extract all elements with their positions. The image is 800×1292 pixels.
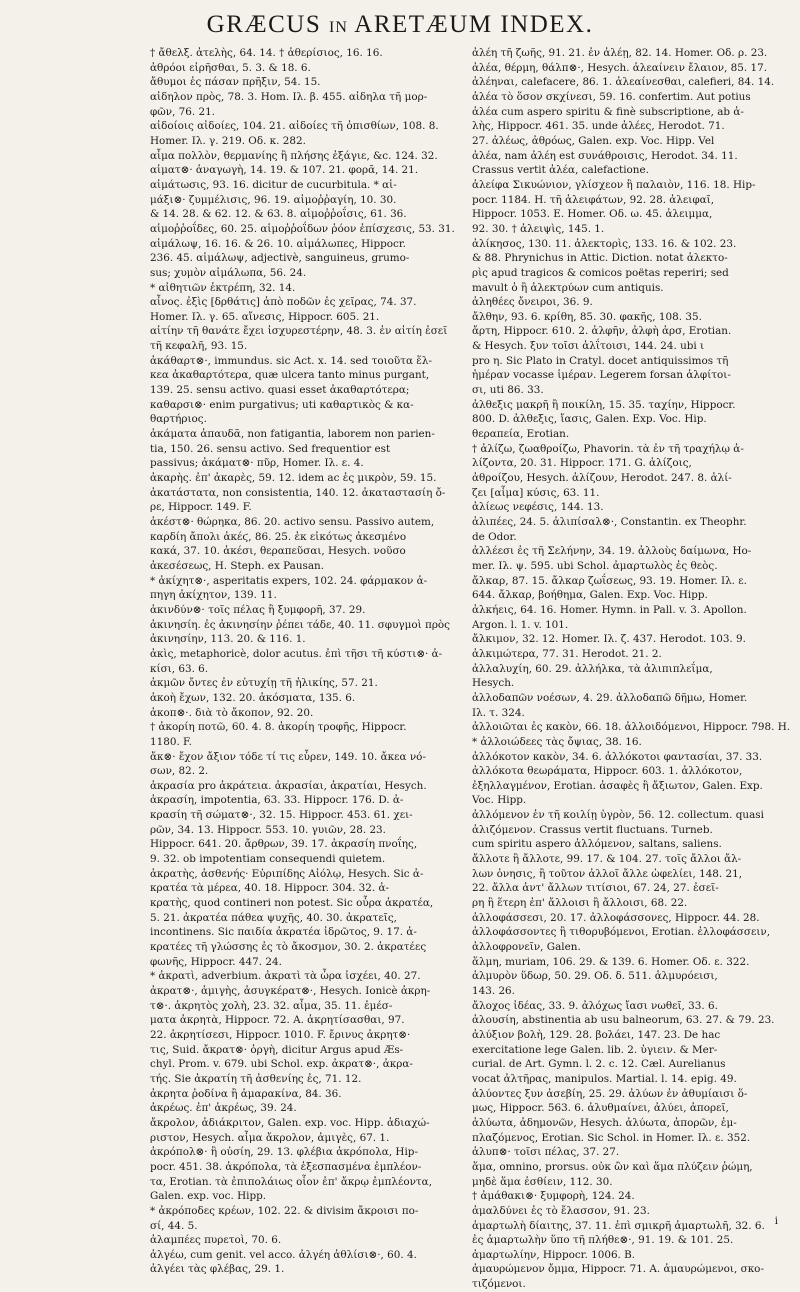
index-line: θαρτήριος. xyxy=(150,413,207,426)
index-line: Hippocr. 1053. E. Homer. Οδ. ω. 45. ἀλειμμα, xyxy=(472,208,713,221)
header-in: IN xyxy=(329,19,348,36)
index-line: ἄλλοτε ἢ ἄλλοτε, 99. 17. & 104. 27. τοῖς ἄλλοι ἄλ- xyxy=(472,853,742,866)
index-line: ἀλύξιον βολὴ, 129. 28. βολάει, 147. 23. De hac xyxy=(472,1028,721,1041)
index-line: ἀλγέει τὰς φλέβας, 29. 1. xyxy=(150,1263,285,1276)
index-line: ἀλλοφάσσεσι, 20. 17. ἀλλοφάσσονες, Hippocr. 44. 28. xyxy=(472,911,760,924)
index-line: mer. Ιλ. ψ. 595. ubi Schol. ἀμαρτωλὸς ἐς θεὸς. xyxy=(472,559,718,572)
index-line: Crassus vertit ἀλέα, calefactione. xyxy=(472,164,649,177)
index-line: ἀκάθαρτ⊗·, immundus. sic Act. x. 14. sed τοιοῦτα ἕλ- xyxy=(150,354,432,367)
index-line: ἀθρόοι εἰρῆσθαι, 5. 3. & 18. 6. xyxy=(150,61,311,74)
index-line: Argon. l. 1. v. 101. xyxy=(472,618,569,631)
index-line: φωνῆς, Hippocr. 447. 24. xyxy=(150,955,282,968)
index-line: 27. ἀλέως, ἀθρόως, Galen. exp. Voc. Hipp. Vel xyxy=(472,134,715,147)
index-line: ἀλκήεις, 64. 16. Homer. Hymn. in Pall. v. 3. Apollon. xyxy=(472,603,747,616)
index-line: κίσι, 63. 6. xyxy=(150,662,209,675)
index-line: 644. ἄλκαρ, βοήθημα, Galen. Exp. Voc. Hipp. xyxy=(472,589,708,602)
index-line: ἀκινησίην, 113. 20. & 116. 1. xyxy=(150,633,306,646)
index-line: Voc. Hipp. xyxy=(472,794,527,807)
index-line: μάξι⊗· ζυμμέλισις, 96. 19. αἱμοῤῥαγίη, 10. 30. xyxy=(150,193,397,206)
index-line: ἄλοχος ἰδέας, 33. 9. ἀλόχως ἴασι νωθεῖ, 33. 6. xyxy=(472,999,718,1012)
index-line: αἱμοῤῥοΐδες, 60. 25. αἱμοῤῥοΐδων ῥόον ἐπίσχεσις, 53. 31. xyxy=(150,222,455,235)
index-line: pocr. 1184. H. τῆ ἀλειφάτων, 92. 28. ἀλειφαῖ, xyxy=(472,193,715,206)
index-line: ἄκρολον, ἀδιάκριτον, Galen. exp. voc. Hipp. ἀδιαχώ- xyxy=(150,1116,430,1129)
index-line: σι, uti 86. 33. xyxy=(472,384,544,397)
index-line: ἀκρέως. ἐπ' ἀκρέως, 39. 24. xyxy=(150,1102,297,1115)
page-mark: i xyxy=(774,1216,778,1227)
index-line: † ἀλίζω, ζωαθροίζω, Phavorin. τὰ ἐν τῆ τραχήλῳ ἁ- xyxy=(472,442,744,455)
index-line: ἀκρατὴς, ἀσθενής· Εὐριπίδης Αἰόλῳ, Hesych. Sic ἀ- xyxy=(150,867,424,880)
index-line: ἀλίεως νεφέσις, 144. 13. xyxy=(472,501,604,514)
index-line: ἀλουσίη, abstinentia ab usu balneorum, 63. 27. & 79. 23. xyxy=(472,1014,775,1027)
index-line: ἀκοὴ ἔχων, 132. 20. ἀκόσματα, 135. 6. xyxy=(150,691,356,704)
index-line: ρε, Hippocr. 149. F. xyxy=(150,501,252,514)
index-line: Ιλ. τ. 324. xyxy=(472,706,525,719)
index-line: ἀκρασίη, impotentia, 63. 33. Hippocr. 176. D. ἀ- xyxy=(150,794,404,807)
index-line: ἀκινησίη. ἐς ἀκινησίην ῥέπει τάδε, 40. 11. σφυγμοὶ πρὸς xyxy=(150,618,450,631)
index-line: ἀκοπ⊗·. διὰ τὸ ἄκοπον, 92. 20. xyxy=(150,706,314,719)
index-line: Hippocr. 641. 20. ἄρθρων, 39. 17. ἀκρασίη πνοΐης, xyxy=(150,838,418,851)
index-line: αἰδηλον πρὸς, 78. 3. Hom. Ιλ. β. 455. αἰδηλα τῆ μορ- xyxy=(150,90,428,103)
index-line: ἀθροίζου, Hesych. ἀλίζουν, Herodot. 247. 8. ἁλί- xyxy=(472,472,732,485)
index-line: ἀκρόπολ⊗· ἢ οὐσίη, 29. 13. φλέβια ἀκρόπολα, Hip- xyxy=(150,1146,418,1159)
index-line: ἡμέραν vocasse ἱμέραν. Legerem forsan ἀλφίτοι- xyxy=(472,369,731,382)
index-line: ριστον, Hesych. αἷμα ἄκρολον, ἀμιγὲς, 67. 1. xyxy=(150,1131,390,1144)
index-line: passivus; ἀκάματ⊗· πῦρ, Homer. Ιλ. ε. 4. xyxy=(150,457,364,470)
index-line: 92. 30. † ἀλειψὶς, 145. 1. xyxy=(472,222,605,235)
index-line: sus; χυμὸν αἱμάλωπα, 56. 24. xyxy=(150,266,307,279)
index-line: φῶν, 76. 21. xyxy=(150,105,216,118)
index-line: ἀλέα cum aspero spiritu & finè subscriptione, ab ἀ- xyxy=(472,105,744,118)
index-line: ἀλλόμενον ἐν τῆ κοιλίῃ ὑγρὸν, 56. 12. collectum. quasi xyxy=(472,809,764,822)
index-line: * αἰθητιῶν ἐκτρέπη, 32. 14. xyxy=(150,281,296,294)
index-line: exercitatione lege Galen. lib. 2. ὑγιειν. & Mer- xyxy=(472,1043,718,1056)
index-line: ἀκὶς, metaphoricè, dolor acutus. ἐπὶ τῆσι τῆ κύστι⊗· ἀ- xyxy=(150,647,443,660)
index-line: ἀλείφα Σικυώνιον, γλίσχεον ἢ παλαιὸν, 116. 18. Hip- xyxy=(472,178,756,191)
index-line: λὴς, Hippocr. 461. 35. unde ἀλέες, Herodot. 71. xyxy=(472,120,725,133)
index-line: de Odor. xyxy=(472,530,517,543)
index-line: ἄκ⊗· ἔχον ἄξιον τόδε τί τις εὗρεν, 149. 10. ἄκεα νό- xyxy=(150,750,426,763)
index-line: ἀλλέεσι ἐς τῆ Σελήνην, 34. 19. ἀλλοὺς δαίμωνα, Ho- xyxy=(472,545,752,558)
index-line: ἀκάματα ἀπαυδᾶ, non fatigantia, laborem non parien- xyxy=(150,428,435,441)
index-line: ἀκατάστατα, non consistentia, 140. 12. ἀκαταστασίη ὄ- xyxy=(150,486,446,499)
index-line: ἀλιπέες, 24. 5. ἀλιπίσαλ⊗·, Constantin. ex Theophr. xyxy=(472,516,747,528)
index-line: ἀκρασία pro ἀκράτεια. ἀκρασίαι, ἀκρατίαι, Hesych. xyxy=(150,779,427,792)
index-line: ἀλέα, θέρμη, θάλπ⊗·, Hesych. ἀλεαίνειν ἔλαιον, 85. 17. xyxy=(472,61,768,74)
index-line: ἐς ἀμαρτωλὴν ὕπο τῆ πλήθε⊗·, 91. 19. & 101. 25. xyxy=(472,1234,734,1247)
index-line: ἀλιζόμενον. Crassus vertit fluctuans. Turneb. xyxy=(472,823,713,836)
index-line: αἷμα πολλὸν, θερμανίης ἢ πλήσης ἐξάγιε, &c. 124. 32. xyxy=(150,149,438,162)
index-line: 236. 45. αἱμάλωψ, adjectivè, sanguineus, grumo- xyxy=(150,252,410,265)
index-line: αἶνος. ἐξὶς [δρθάτις] ἀπὸ ποδῶν ἐς χεῖρας, 74. 37. xyxy=(150,296,417,309)
index-line: ἀλαμπέες πυρετοὶ, 70. 6. xyxy=(150,1234,282,1247)
index-line: ἄθυμοι ἐς πάσαν πρῆξιν, 54. 15. xyxy=(150,76,321,89)
index-line: ἀμαρτωλίην, Hippocr. 1006. B. xyxy=(472,1248,636,1261)
index-line: ἅμα, omnino, prorsus. οὐκ ὢν καὶ ἅμα πλύζειν ῥώμη, xyxy=(472,1160,753,1173)
index-line: ἀλίκησος, 130. 11. ἀλεκτορὶς, 133. 16. & 102. 23. xyxy=(472,237,737,250)
index-line: κρατὴς, quod contineri non potest. Sic οὖρα ἀκρατέα, xyxy=(150,897,434,910)
index-line: † ἄθελξ. ἀτελὴς, 64. 14. † ἀθερίσιος, 16. 16. xyxy=(150,47,383,59)
index-line: τῆ κεφαλῆ, 93. 15. xyxy=(150,340,248,353)
index-line: tia, 150. 26. sensu activo. Sed frequentior est xyxy=(150,442,391,455)
index-line: ἀμαρτωλὴ δίαιτης, 37. 11. ἐπὶ σμικρῆ ἀμαρτωλῆ, 32. 6. xyxy=(472,1219,765,1232)
index-line: ἄλκιμον, 32. 12. Homer. Ιλ. ζ. 437. Herodot. 103. 9. xyxy=(472,633,746,646)
index-line: ἀλγέω, cum genit. vel acco. ἀλγέη ἀθλίσι⊗·, 60. 4. xyxy=(150,1248,417,1261)
header-subtitle: ARETÆUM INDEX. xyxy=(354,11,594,38)
index-line: 800. D. ἀλθεξις, ἴασις, Galen. Exp. Voc. Hip. xyxy=(472,413,707,426)
index-line: ἀλλαλυχίη, 60. 29. ἀλλήλκα, τὰ ἀλιπιπλεΐμα, xyxy=(472,662,713,675)
index-line: αἱμάτωσις, 93. 16. dicitur de cucurbitula. * αἱ- xyxy=(150,178,397,191)
index-line: τα, Erotian. τὰ ἐπιπολάιως οἷον ἐπ' ἄκρῳ ἐμπλέοντα, xyxy=(150,1175,433,1188)
index-line: ζει [αἷμα] κύσις, 63. 11. xyxy=(472,486,600,499)
index-line: ἀλλοιῶται ἐς κακὸν, 66. 18. ἀλλοιδόμενοι, Hippocr. 798. H. xyxy=(472,721,790,734)
index-line: vocat ἀλτῆρας, manipulos. Martial. l. 14. epig. 49. xyxy=(472,1072,737,1085)
index-line: καρδίη ἄπολι ἀκέϛ, 86. 25. ἐκ εἰκότως ἀκεσμένο xyxy=(150,530,407,543)
index-line: ἀκινδύν⊗· τοῖς πέλας ἢ ξυμφορῆ, 37. 29. xyxy=(150,603,366,616)
index-line: 139. 25. sensu activo. quasi esset ἀκαθαρτότερα; xyxy=(150,384,410,397)
header-title: GRÆCUS xyxy=(206,11,322,38)
index-line: ρῶν, 34. 13. Hippocr. 553. 10. γυιῶν, 28. 23. xyxy=(150,823,386,836)
index-line: pro η. Sic Plato in Cratyl. docet antiquissimos τῆ xyxy=(472,354,729,367)
index-line: ἀλλόκοτον κακὸν, 34. 6. ἀλλόκοτοι φαντασίαι, 37. 33. xyxy=(472,750,763,763)
index-line: * ἀκίχητ⊗·, asperitatis expers, 102. 24. φάρμακον ἀ- xyxy=(150,574,428,587)
index-line: αἰτίην τῆ θανάτε ἔχει ἰσχυρεστέρην, 48. 3. ἐν αἰτίη ἐσεῖ xyxy=(150,325,448,338)
index-line: ἁλμυρὸν ὕδωρ, 50. 29. Οδ. δ. 511. ἁλμυρόεισι, xyxy=(472,970,718,983)
index-line: * ἀλλοιώδεες τὰς ὄψιας, 38. 16. xyxy=(472,735,642,748)
index-line: ἀλέηναι, calefacere, 86. 1. ἀλεαίνεσθαι, calefieri, 84. 14. xyxy=(472,76,775,89)
index-line: ἀλλοφρονεῖν, Galen. xyxy=(472,941,581,954)
index-line: 1180. F. xyxy=(150,735,192,748)
index-line: 143. 26. xyxy=(472,985,515,997)
index-line: ἀκαρὴς. ἐπ' ἀκαρὲς, 59. 12. idem ac ἐς μικρὸν, 59. 15. xyxy=(150,472,437,485)
index-line: κακά, 37. 10. ἀκέσι, θεραπεῦσαι, Hesych. νοῦσο xyxy=(150,545,406,558)
left-column xyxy=(150,46,472,1277)
index-line: & 14. 28. & 62. 12. & 63. 8. αἱμοῤῥοΐσις, 61. 36. xyxy=(150,208,407,221)
index-line: ἀλέη τῆ ζωῆς, 91. 21. ἐν ἀλέῃ, 82. 14. Homer. Οδ. ρ. 23. xyxy=(472,47,768,59)
index-line: ἐξηλλαγμένον, Erotian. ἀσαφὲς ἢ ἄξιωτον, Galen. Exp. xyxy=(472,779,763,792)
index-line: cum spiritu aspero ἁλλόμενον, saltans, saliens. xyxy=(472,838,722,851)
index-line: mavult ὁ ἢ ἀλεκτρύων cum antiquis. xyxy=(472,281,664,294)
index-line: ἀλθεξις μακρῆ ἢ ποικίλη, 15. 35. ταχίην, Hippocr. xyxy=(472,398,736,411)
index-line: Homer. Ιλ. γ. 65. αἴνεσις, Hippocr. 605. 21. xyxy=(150,310,380,323)
index-line: Galen. exp. voc. Hipp. xyxy=(150,1190,267,1203)
index-line: κρασίη τῆ σώματ⊗·, 32. 15. Hippocr. 453. 61. χει- xyxy=(150,809,413,822)
index-line: κρατέες τῆ γλώσσης ἐς τὸ ἄκοσμον, 30. 2. ἀκρατέες xyxy=(150,941,427,954)
index-line: κρατέα τὰ μέρεα, 40. 18. Hippocr. 304. 32. ἀ- xyxy=(150,882,390,895)
index-line: ἄρτη, Hippocr. 610. 2. ἀλφῆν, ἀλφὴ ἀρσ, Erotian. xyxy=(472,325,732,338)
index-line: ἀληθέες ὄνειροι, 36. 9. xyxy=(472,296,593,309)
right-column xyxy=(472,46,790,1292)
index-line: ἀλυπ⊗· τοῖσι πέλας, 37. 27. xyxy=(472,1146,620,1159)
index-line: αἱματ⊗· ἀναγωγὴ, 14. 19. & 107. 21. φορᾶ, 14. 21. xyxy=(150,164,419,177)
index-line: καθαρσι⊗· enim purgativus; uti καθαρτικὸς & κα- xyxy=(150,398,414,411)
index-line: ἄλθην, 93. 6. κρίθη, 85. 30. φακῆς, 108. 35. xyxy=(472,310,702,323)
index-line: ἀλέα τὸ ὅσον σκχίνεσι, 59. 16. confertim. Aut potius xyxy=(472,90,751,103)
index-line: ἀμαυρώμενον ὄμμα, Hippocr. 71. A. ἀμαυρώμενοι, σκο- xyxy=(472,1263,764,1276)
index-line: 22. ἀκρητίσεσι, Hippocr. 1010. F. ἔρινυς ἀκρητ⊗· xyxy=(150,1028,411,1041)
index-line: 9. 32. ob impotentiam consequendi quietem. xyxy=(150,853,386,866)
index-line: ἄλκαρ, 87. 15. ἄλκαρ ζωΐσεως, 93. 19. Homer. Ιλ. ε. xyxy=(472,574,747,587)
index-line: ἀκρατ⊗·, ἀμιγὴς, ἀσυγκέρατ⊗·, Hesych. Ionicè ἀκρη- xyxy=(150,985,431,997)
index-line: αἱμάλωψ, 16. 16. & 26. 10. αἱμάλωπες, Hippocr. xyxy=(150,237,406,250)
index-line: μως, Hippocr. 563. 6. ἀλυθμαίνει, ἀλύει, ἀπορεῖ, xyxy=(472,1102,729,1115)
index-line: λων ὀνησις, ἢ τοῦτον ἀλλοῖ ἄλλε ὠφελίει, 148. 21, xyxy=(472,867,743,880)
index-line: ἀμαλδύνει ἐς τὸ ἔλασσον, 91. 23. xyxy=(472,1204,650,1217)
index-line: σί, 44. 5. xyxy=(150,1219,198,1232)
index-line: ἀλύοντες ξυν ἀσεβίη, 25. 29. ἀλύων ἐν ἀθυμίαισι ὅ- xyxy=(472,1087,748,1100)
index-line: λίζοντα, 20. 31. Hippocr. 171. G. ἁλίζοις, xyxy=(472,457,692,470)
index-line: pocr. 451. 38. ἀκρόπολα, τὰ ἐξεσπασμένα ἐμπλέον- xyxy=(150,1160,422,1173)
index-line: incontinens. Sic παιδία ἀκρατέα ἰδρῶτος, 9. 17. ἀ- xyxy=(150,926,417,939)
index-line: * ἀκρατὶ, adverbium. ἀκρατὶ τὰ ὦρα ἰσχέει, 40. 27. xyxy=(150,970,421,983)
index-line: μηδὲ ἅμα ἐσθίειν, 112. 30. xyxy=(472,1175,613,1188)
index-line: ἀλλοφάσσοντες ἢ τιθορυβόμενοι, Erotian. ἐλλοφάσσειν, xyxy=(472,926,771,939)
index-line: ἅλμη, muriam, 106. 29. & 139. 6. Homer. Οδ. ε. 322. xyxy=(472,955,750,968)
index-line: ἀκεσέσεως, H. Steph. ex Pausan. xyxy=(150,559,325,572)
index-line: Hesych. xyxy=(472,677,515,690)
index-line: τ⊗·. ἀκρητὸς χολὴ, 23. 32. αἷμα, 35. 11. ἐμέσ- xyxy=(150,999,393,1012)
index-line: 22. ἄλλα ἀντ' ἄλλων τιτίσιοι, 67. 24, 27. ἐσεῖ- xyxy=(472,882,719,895)
index-line: curial. de Art. Gymn. l. 2. c. 12. Cæl. Aurelianus xyxy=(472,1058,726,1071)
index-line: τής. Sie ἀκρατίη τῆ ἀσθενίης ἐς, 71. 12. xyxy=(150,1072,362,1085)
index-line: & 88. Phrynichus in Attic. Diction. notat ἀλεκτο- xyxy=(472,252,728,265)
index-line: ρὶς apud tragicos & comicos poëtas reperiri; sed xyxy=(472,266,729,279)
index-line: πλαζόμενος, Erotian. Sic Schol. in Homer. Ιλ. ε. 352. xyxy=(472,1131,751,1144)
index-line: τιζόμενοι. xyxy=(472,1278,526,1291)
index-line: & Hesych. ξυν τοῖσι ἀλΐτοισι, 144. 24. ubi ι xyxy=(472,340,705,353)
index-line: τις, Suid. ἄκρατ⊗· ὀργὴ, dicitur Argus apud Æs- xyxy=(150,1043,404,1056)
index-line: ἀλύωτα, ἀδημονῶν, Hesych. ἀλύωτα, ἀπορῶν, ἐμ- xyxy=(472,1116,737,1129)
index-line: σων, 82. 2. xyxy=(150,765,209,778)
index-line: Homer. Ιλ. γ. 219. Οδ. κ. 282. xyxy=(150,134,306,147)
page-header xyxy=(0,8,800,42)
index-line: ἀλλόκοτα θεωράματα, Hippocr. 603. 1. ἀλλόκοτον, xyxy=(472,765,743,778)
index-line: ἀλκιμώτερα, 77. 31. Herodot. 21. 2. xyxy=(472,647,662,660)
index-line: ἀκρητα ῥοδίνα ἢ ἀμαρακίνα, 84. 36. xyxy=(150,1087,342,1100)
index-line: θεραπεία, Erotian. xyxy=(472,428,570,441)
index-line: 5. 21. ἀκρατέα πάθεα ψυχῆς, 40. 30. ἀκρατεῖς, xyxy=(150,911,397,924)
index-line: πηγη ἀκίχητον, 139. 11. xyxy=(150,589,277,602)
index-line: αἰδοίοις αἰδοίες, 104. 21. αἰδοίες τῆ ὀπισθίων, 108. 8. xyxy=(150,120,439,133)
index-line: ἀλλοδαπῶν νοέσων, 4. 29. ἀλλοδαπῶ δῆμω, Homer. xyxy=(472,691,748,704)
index-line: chyl. Prom. v. 679. ubi Schol. exp. ἀκρατ⊗·, ἀκρα- xyxy=(150,1058,413,1071)
index-line: ρη ἢ ἕτερη ἐπ' ἄλλοισι ἢ ἄλλοισι, 68. 22. xyxy=(472,897,688,910)
index-line: ἀκμῶν ὄντες ἐν εὐτυχίῃ τῆ ἡλικίης, 57. 21. xyxy=(150,677,378,690)
index-line: ματα ἀκρητὰ, Hippocr. 72. A. ἀκρητίσασθαι, 97. xyxy=(150,1014,405,1027)
index-line: * ἀκρόποδες κρέων, 102. 22. & divisim ἄκροισι πο- xyxy=(150,1204,419,1217)
index-line: † ἀκορίη ποτῶ, 60. 4. 8. ἀκορίη τροφῆς, Hippocr. xyxy=(150,721,407,734)
index-line: ἀλέα, nam ἀλέη est συνάθροισις, Herodot. 34. 11. xyxy=(472,149,738,162)
index-line: κεα ἀκαθαρτότερα, quæ ulcera tanto minus purgant, xyxy=(150,369,430,382)
index-line: ἀκέστ⊗· θώρηκα, 86. 20. activo sensu. Passivo autem, xyxy=(150,516,435,528)
index-line: † ἀμάθακι⊗· ξυμφορὴ, 124. 24. xyxy=(472,1190,635,1203)
